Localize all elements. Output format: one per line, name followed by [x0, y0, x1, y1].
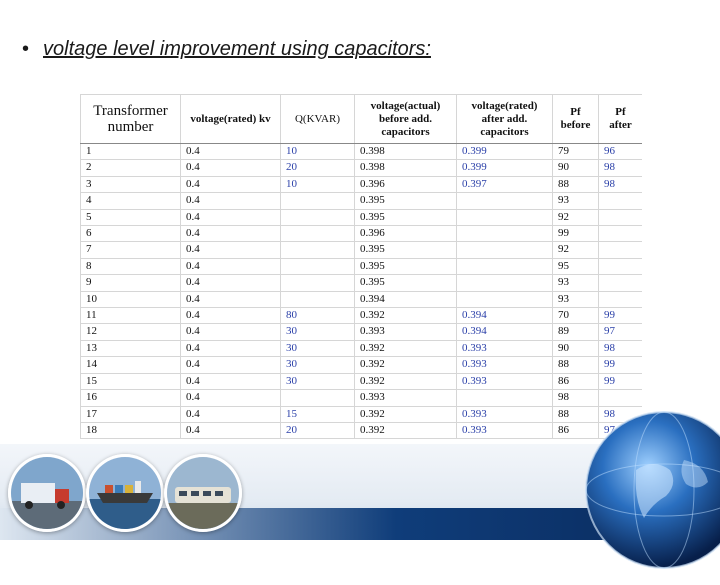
cell-q-kvar: 15 — [281, 406, 355, 422]
cell-q-kvar — [281, 226, 355, 242]
cell-transformer-number: 4 — [81, 193, 181, 209]
cell-q-kvar — [281, 291, 355, 307]
cell-pf-before: 79 — [553, 144, 599, 160]
table-row — [81, 340, 643, 356]
cell-voltage-after: 0.399 — [457, 160, 553, 176]
cell-pf-before: 88 — [553, 176, 599, 192]
cell-voltage-rated: 0.4 — [181, 226, 281, 242]
cell-voltage-rated: 0.4 — [181, 209, 281, 225]
cell-voltage-after: 0.394 — [457, 324, 553, 340]
cell-pf-before: 93 — [553, 193, 599, 209]
cell-pf-after — [599, 193, 643, 209]
cell-pf-after: 98 — [599, 176, 643, 192]
cell-pf-before: 90 — [553, 160, 599, 176]
table-header-row — [81, 95, 643, 144]
table-row — [81, 357, 643, 373]
cell-pf-after — [599, 258, 643, 274]
cell-pf-after — [599, 226, 643, 242]
cell-voltage-rated: 0.4 — [181, 291, 281, 307]
cell-pf-before: 92 — [553, 242, 599, 258]
cell-voltage-after: 0.393 — [457, 422, 553, 438]
cell-q-kvar: 30 — [281, 373, 355, 389]
table-row — [81, 373, 643, 389]
table-row — [81, 422, 643, 438]
cell-transformer-number: 8 — [81, 258, 181, 274]
globe-icon — [574, 400, 720, 580]
cell-voltage-before: 0.392 — [355, 373, 457, 389]
cell-voltage-after — [457, 209, 553, 225]
table-row — [81, 258, 643, 274]
cell-pf-before: 90 — [553, 340, 599, 356]
cell-voltage-before: 0.395 — [355, 209, 457, 225]
cell-pf-after — [599, 291, 643, 307]
transformer-table — [80, 94, 642, 439]
cell-voltage-before: 0.396 — [355, 226, 457, 242]
cell-voltage-before: 0.394 — [355, 291, 457, 307]
table-row — [81, 176, 643, 192]
cell-voltage-rated: 0.4 — [181, 422, 281, 438]
cell-voltage-rated: 0.4 — [181, 275, 281, 291]
cell-voltage-rated: 0.4 — [181, 258, 281, 274]
table-row — [81, 160, 643, 176]
cell-voltage-before: 0.393 — [355, 390, 457, 406]
cell-q-kvar — [281, 390, 355, 406]
cell-pf-before: 86 — [553, 373, 599, 389]
cell-voltage-after — [457, 258, 553, 274]
cell-voltage-rated: 0.4 — [181, 160, 281, 176]
cell-voltage-rated: 0.4 — [181, 406, 281, 422]
cell-transformer-number: 16 — [81, 390, 181, 406]
cell-transformer-number: 5 — [81, 209, 181, 225]
cell-q-kvar — [281, 209, 355, 225]
cell-voltage-after — [457, 226, 553, 242]
truck-photo — [8, 454, 86, 532]
cell-voltage-after: 0.393 — [457, 357, 553, 373]
cell-q-kvar: 30 — [281, 324, 355, 340]
cell-q-kvar: 80 — [281, 308, 355, 324]
cell-transformer-number: 3 — [81, 176, 181, 192]
cell-transformer-number: 11 — [81, 308, 181, 324]
table-row — [81, 242, 643, 258]
cell-pf-after: 98 — [599, 340, 643, 356]
header-pf-before: Pf before — [553, 95, 599, 144]
cell-voltage-before: 0.392 — [355, 422, 457, 438]
cell-transformer-number: 15 — [81, 373, 181, 389]
cell-transformer-number: 2 — [81, 160, 181, 176]
cell-voltage-before: 0.392 — [355, 406, 457, 422]
cell-voltage-after — [457, 390, 553, 406]
cell-pf-before: 86 — [553, 422, 599, 438]
cell-pf-after — [599, 242, 643, 258]
cell-pf-before: 93 — [553, 291, 599, 307]
cell-pf-after: 98 — [599, 406, 643, 422]
cell-voltage-before: 0.392 — [355, 357, 457, 373]
cell-q-kvar: 20 — [281, 422, 355, 438]
header-voltage-rated: voltage(rated) kv — [181, 95, 281, 144]
header-pf-after: Pf after — [599, 95, 643, 144]
table-row — [81, 275, 643, 291]
cell-transformer-number: 12 — [81, 324, 181, 340]
slide-heading-line — [22, 38, 431, 61]
cell-transformer-number: 10 — [81, 291, 181, 307]
header-q-kvar: Q(KVAR) — [281, 95, 355, 144]
cell-pf-after — [599, 275, 643, 291]
cell-voltage-after — [457, 242, 553, 258]
cell-voltage-before: 0.393 — [355, 324, 457, 340]
cell-voltage-after: 0.393 — [457, 340, 553, 356]
cell-voltage-before: 0.395 — [355, 275, 457, 291]
cell-voltage-after — [457, 275, 553, 291]
cell-pf-before: 93 — [553, 275, 599, 291]
cell-transformer-number: 1 — [81, 144, 181, 160]
table-row — [81, 390, 643, 406]
cell-voltage-rated: 0.4 — [181, 390, 281, 406]
cell-q-kvar: 30 — [281, 357, 355, 373]
cell-voltage-rated: 0.4 — [181, 324, 281, 340]
table-row — [81, 193, 643, 209]
header-voltage-actual-before: voltage(actual) before add. capacitors — [355, 95, 457, 144]
cell-pf-after: 98 — [599, 160, 643, 176]
cell-pf-after: 99 — [599, 373, 643, 389]
cell-voltage-after: 0.397 — [457, 176, 553, 192]
cell-q-kvar: 30 — [281, 340, 355, 356]
transformer-table-image — [80, 94, 642, 444]
cell-q-kvar: 10 — [281, 144, 355, 160]
cell-voltage-rated: 0.4 — [181, 242, 281, 258]
cell-voltage-before: 0.396 — [355, 176, 457, 192]
table-row — [81, 209, 643, 225]
cell-pf-before: 92 — [553, 209, 599, 225]
cell-transformer-number: 6 — [81, 226, 181, 242]
cell-voltage-rated: 0.4 — [181, 340, 281, 356]
cell-pf-after: 97 — [599, 324, 643, 340]
table-row — [81, 324, 643, 340]
bullet-marker: • — [22, 38, 30, 60]
slide-heading: voltage level improvement using capacitors: — [43, 38, 431, 60]
cell-voltage-before: 0.398 — [355, 144, 457, 160]
train-photo — [164, 454, 242, 532]
cell-voltage-after: 0.393 — [457, 406, 553, 422]
table-row — [81, 226, 643, 242]
cell-transformer-number: 9 — [81, 275, 181, 291]
table-row — [81, 406, 643, 422]
header-voltage-rated-after: voltage(rated) after add. capacitors — [457, 95, 553, 144]
cell-voltage-before: 0.392 — [355, 308, 457, 324]
cell-voltage-after: 0.399 — [457, 144, 553, 160]
cell-voltage-after: 0.394 — [457, 308, 553, 324]
cell-voltage-rated: 0.4 — [181, 144, 281, 160]
cell-voltage-after: 0.393 — [457, 373, 553, 389]
cell-voltage-rated: 0.4 — [181, 176, 281, 192]
cell-pf-before: 99 — [553, 226, 599, 242]
cell-voltage-rated: 0.4 — [181, 357, 281, 373]
cell-voltage-rated: 0.4 — [181, 308, 281, 324]
table-row — [81, 291, 643, 307]
cell-voltage-before: 0.395 — [355, 258, 457, 274]
table-body — [81, 144, 643, 439]
cell-pf-before: 70 — [553, 308, 599, 324]
cell-voltage-before: 0.392 — [355, 340, 457, 356]
cell-pf-after: 99 — [599, 357, 643, 373]
cell-pf-before: 98 — [553, 390, 599, 406]
cargo-ship-photo — [86, 454, 164, 532]
cell-voltage-rated: 0.4 — [181, 373, 281, 389]
cell-voltage-before: 0.398 — [355, 160, 457, 176]
cell-voltage-after — [457, 193, 553, 209]
cell-pf-after: 97 — [599, 422, 643, 438]
cell-voltage-before: 0.395 — [355, 193, 457, 209]
cell-pf-before: 89 — [553, 324, 599, 340]
cell-q-kvar — [281, 242, 355, 258]
table-row — [81, 308, 643, 324]
cell-pf-after: 99 — [599, 308, 643, 324]
cell-q-kvar: 20 — [281, 160, 355, 176]
cell-voltage-after — [457, 291, 553, 307]
cell-transformer-number: 7 — [81, 242, 181, 258]
cell-q-kvar: 10 — [281, 176, 355, 192]
cell-pf-after: 96 — [599, 144, 643, 160]
cell-pf-before: 95 — [553, 258, 599, 274]
cell-pf-after — [599, 209, 643, 225]
cell-q-kvar — [281, 258, 355, 274]
cell-pf-before: 88 — [553, 406, 599, 422]
table-row — [81, 144, 643, 160]
cell-voltage-before: 0.395 — [355, 242, 457, 258]
header-transformer-number: Transformer number — [81, 95, 181, 144]
cell-transformer-number: 14 — [81, 357, 181, 373]
cell-transformer-number: 18 — [81, 422, 181, 438]
cell-transformer-number: 17 — [81, 406, 181, 422]
cell-q-kvar — [281, 275, 355, 291]
cell-transformer-number: 13 — [81, 340, 181, 356]
cell-pf-before: 88 — [553, 357, 599, 373]
cell-q-kvar — [281, 193, 355, 209]
cell-voltage-rated: 0.4 — [181, 193, 281, 209]
